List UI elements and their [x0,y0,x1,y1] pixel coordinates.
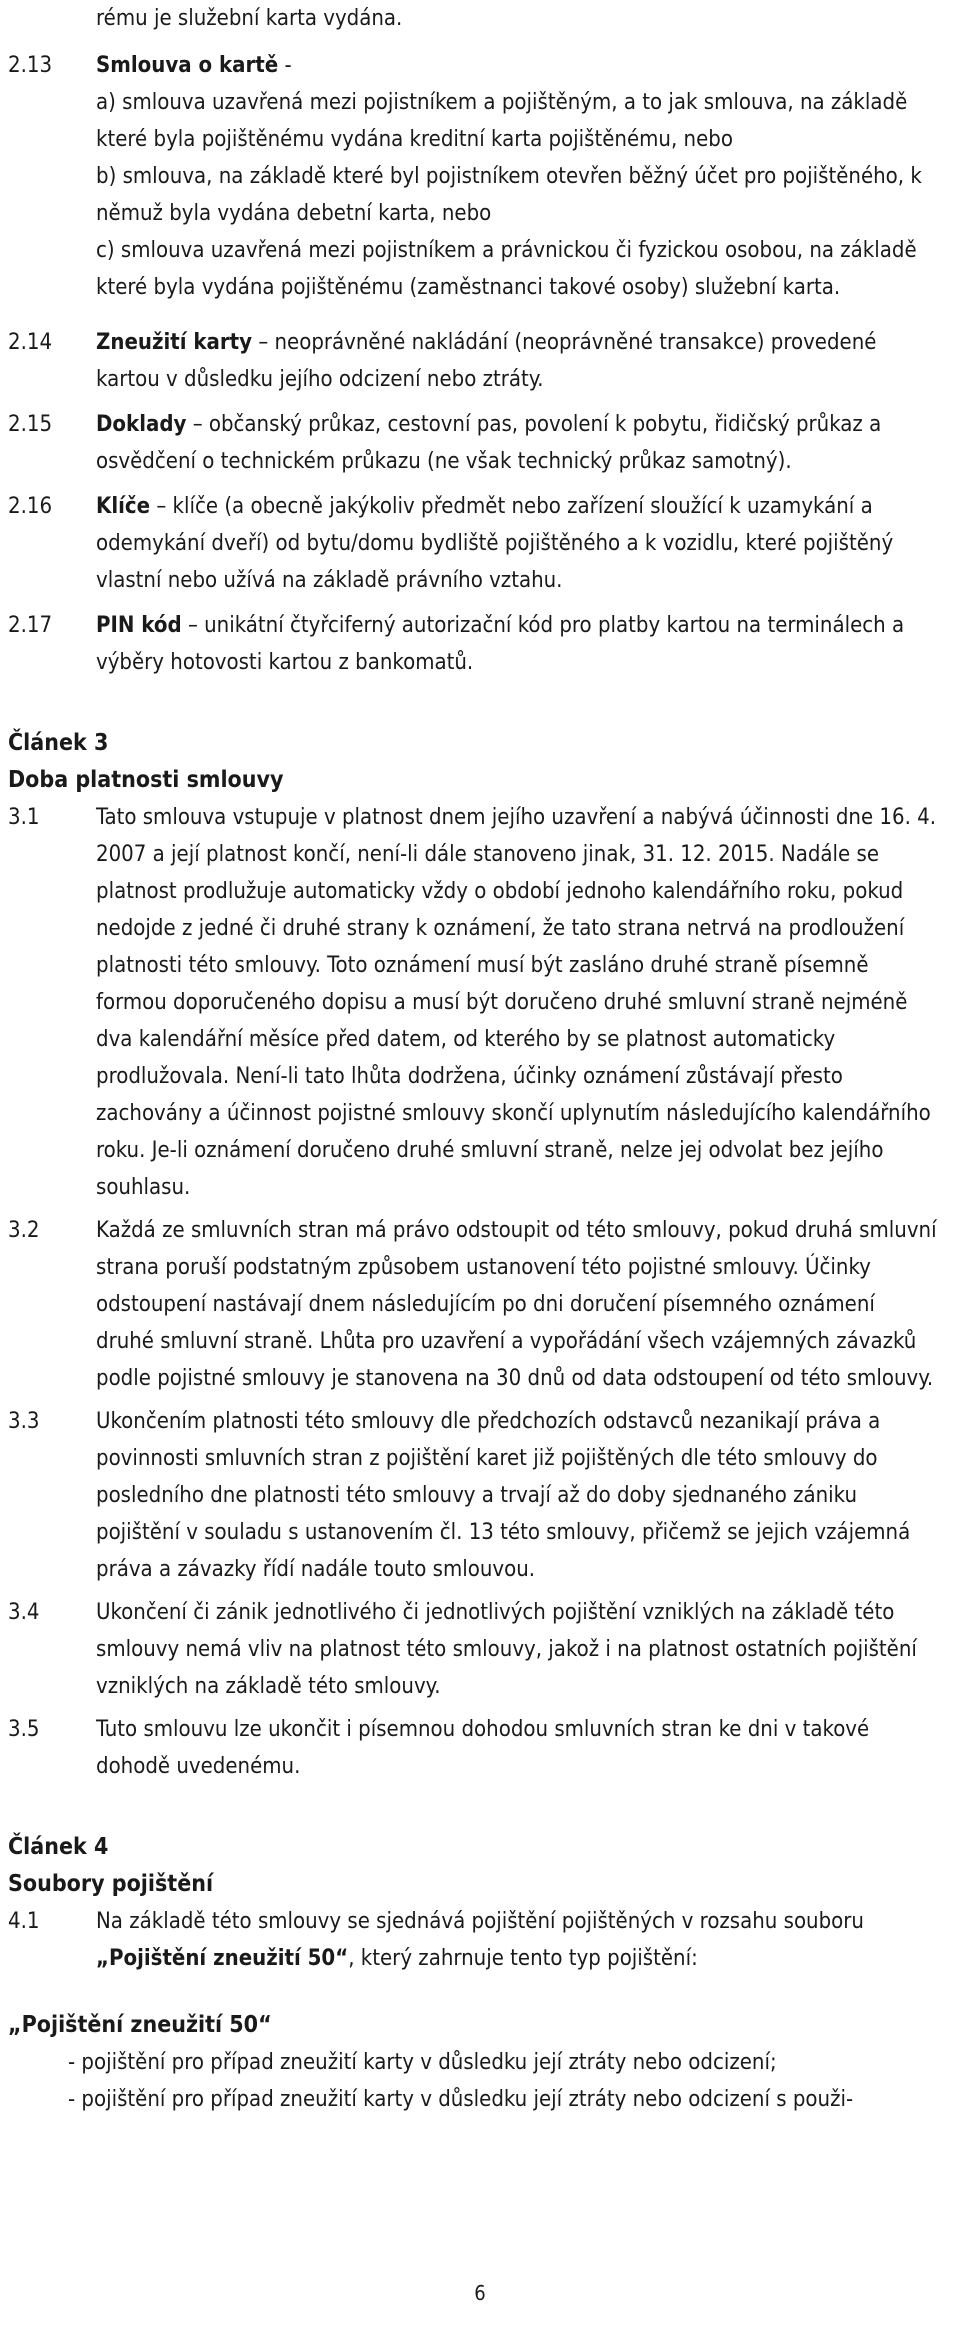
list-item: c) smlouva uzavřená mezi pojistníkem a právnickou či fyzickou osobou, na základě které byla vydána pojištěnému (zaměstnanci takové osoby) služební karta. [96,238,917,300]
paragraph-3-4 [8,1594,938,1705]
definition-text: – klíče (a obecně jakýkoliv předmět nebo zařízení sloužící k uzamykání a odemykání dveří) od bytu/domu bydliště pojištěného a k vozidlu, které pojištěný vlastní nebo užívá na základě právního vztahu. [96,494,894,593]
section-number: 2.17 [8,613,53,638]
definition-2-17 [8,607,938,681]
section-number: 3.2 [8,1218,40,1243]
document-page [8,0,938,2118]
paragraph-4-1 [8,1903,938,1977]
section-number: 3.1 [8,805,40,830]
paragraph-text: Ukončení či zánik jednotlivého či jednotlivých pojištění vzniklých na základě této smlouvy nemá vliv na platnost této smlouvy, jakož i na platnost ostatních pojištění vzniklých na základě této smlouvy. [96,1600,917,1699]
definition-2-16 [8,488,938,599]
paragraph-text: Tuto smlouvu lze ukončit i písemnou dohodou smluvních stran ke dni v takové dohodě uvedenému. [96,1717,870,1779]
section-number: 2.14 [8,330,53,355]
article-heading: Článek 4 [8,1834,109,1860]
continuation-line: rému je služební karta vydána. [96,6,403,31]
list-item: - pojištění pro případ zneužití karty v důsledku její ztráty nebo odcizení; [68,2050,777,2075]
section-number: 3.3 [8,1409,40,1434]
definition-term: Doklady [96,412,187,437]
section-2-13 [8,47,938,306]
paragraph-text: , který zahrnuje tento typ pojištění: [348,1946,698,1971]
paragraph-3-3 [8,1403,938,1588]
section-number: 4.1 [8,1909,40,1934]
paragraph-text: Každá ze smluvních stran má právo odstoupit od této smlouvy, pokud druhá smluvní strana poruší podstatným způsobem ustanovení této pojistné smlouvy. Účinky odstoupení nastávají dnem následujícím po dni doručení písemného oznámení druhé smluvní straně. Lhůta pro uzavření a vypořádání všech vzájemných závazků podle pojistné smlouvy je stanovena na 30 dnů od data odstoupení od této smlouvy. [96,1218,937,1391]
section-number: 3.4 [8,1600,40,1625]
package-title: „Pojištění zneužití 50“ [8,2012,272,2038]
section-number: 3.5 [8,1717,40,1742]
list-item: - pojištění pro případ zneužití karty v důsledku její ztráty nebo odcizení s použi- [68,2087,854,2112]
definition-2-14 [8,324,938,398]
paragraph-3-1 [8,799,938,1206]
list-item: a) smlouva uzavřená mezi pojistníkem a pojištěným, a to jak smlouva, na základě které byla pojištěnému vydána kreditní karta pojištěnému, nebo [96,90,908,152]
package-name: „Pojištění zneužití 50“ [96,1946,349,1971]
paragraph-text: Ukončením platnosti této smlouvy dle předchozích odstavců nezanikají práva a povinnosti smluvních stran z pojištění karet již pojištěných dle této smlouvy do posledního dne platnosti této smlouvy a trvají až do doby sjednaného zániku pojištění v souladu s ustanovením čl. 13 této smlouvy, přičemž se jejich vzájemná práva a závazky řídí nadále touto smlouvou. [96,1409,911,1582]
section-title: Smlouva o kartě [96,53,279,78]
definition-text: – neoprávněné nakládání (neoprávněné transakce) provedené kartou v důsledku jejího odcizení nebo ztráty. [96,330,877,392]
definition-term: Zneužití karty [96,330,253,355]
section-number: 2.15 [8,412,53,437]
article-title: Soubory pojištění [8,1871,214,1897]
article-heading: Článek 3 [8,730,109,756]
list-item: b) smlouva, na základě které byl pojistníkem otevřen běžný účet pro pojištěného, k němuž byla vydána debetní karta, nebo [96,164,922,226]
definition-2-15 [8,406,938,480]
definition-text: – unikátní čtyřciferný autorizační kód pro platby kartou na terminálech a výběry hotovosti kartou z bankomatů. [96,613,905,675]
paragraph-text: Na základě této smlouvy se sjednává pojištění pojištěných v rozsahu souboru [96,1909,864,1934]
paragraph-3-2 [8,1212,938,1397]
definition-term: PIN kód [96,613,182,638]
article-title: Doba platnosti smlouvy [8,767,284,793]
section-number: 2.13 [8,53,53,78]
definition-text: – občanský průkaz, cestovní pas, povolení k pobytu, řidičský průkaz a osvědčení o technickém průkazu (ne však technický průkaz samotný). [96,412,882,474]
paragraph-text: Tato smlouva vstupuje v platnost dnem jejího uzavření a nabývá účinnosti dne 16. 4. 2007 a její platnost končí, není-li dále stanoveno jinak, 31. 12. 2015. Nadále se platnost prodlužuje automaticky vždy o období jednoho kalendářního roku, pokud nedojde z jedné či druhé strany k oznámení, že tato strana netrvá na prodloužení platnosti této smlouvy. Toto oznámení musí být zasláno druhé straně písemně formou doporučeného dopisu a musí být doručeno druhé smluvní straně nejméně dva kalendářní měsíce před datem, od kterého by se platnost automaticky prodlužovala. Není-li tato lhůta dodržena, účinky oznámení zůstávají přesto zachovány a účinnost pojistné smlouvy skončí uplynutím následujícího kalendářního roku. Je-li oznámení doručeno druhé smluvní straně, nelze jej odvolat bez jejího souhlasu. [96,805,937,1200]
section-number: 2.16 [8,494,53,519]
page-number: 6 [474,2281,486,2305]
paragraph-3-5 [8,1711,938,1785]
definition-term: Klíče [96,494,151,519]
title-dash: - [278,53,292,78]
